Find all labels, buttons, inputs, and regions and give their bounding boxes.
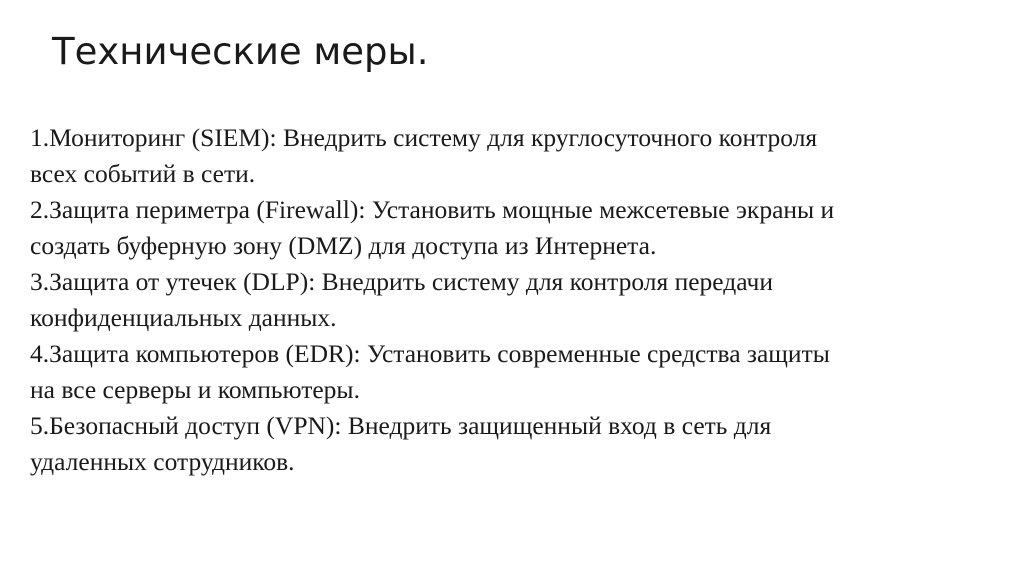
measure-item-1-line-1: 1.Мониторинг (SIEM): Внедрить систему для круглосуточного контроля bbox=[30, 123, 818, 152]
measure-item-1 bbox=[30, 120, 990, 192]
measure-item-5-line-1: 5.Безопасный доступ (VPN): Внедрить защищенный вход в сеть для bbox=[30, 411, 772, 440]
measure-item-4 bbox=[30, 336, 990, 408]
measure-item-3-line-2: конфиденциальных данных. bbox=[30, 303, 337, 332]
measure-item-4-line-1: 4.Защита компьютеров (EDR): Установить современные средства защиты bbox=[30, 339, 830, 368]
measure-item-2-line-1: 2.Защита периметра (Firewall): Установить мощные межсетевые экраны и bbox=[30, 195, 835, 224]
measure-item-4-line-2: на все серверы и компьютеры. bbox=[30, 375, 360, 404]
measure-item-3-line-1: 3.Защита от утечек (DLP): Внедрить систему для контроля передачи bbox=[30, 267, 774, 296]
measure-item-2 bbox=[30, 192, 990, 264]
measure-item-2-line-2: создать буферную зону (DMZ) для доступа из Интернета. bbox=[30, 231, 657, 260]
slide-title: Технические меры. bbox=[52, 30, 429, 73]
measures-list bbox=[30, 120, 990, 480]
measure-item-5 bbox=[30, 408, 990, 480]
measure-item-1-line-2: всех событий в сети. bbox=[30, 159, 256, 188]
measure-item-3 bbox=[30, 264, 990, 336]
measure-item-5-line-2: удаленных сотрудников. bbox=[30, 447, 295, 476]
